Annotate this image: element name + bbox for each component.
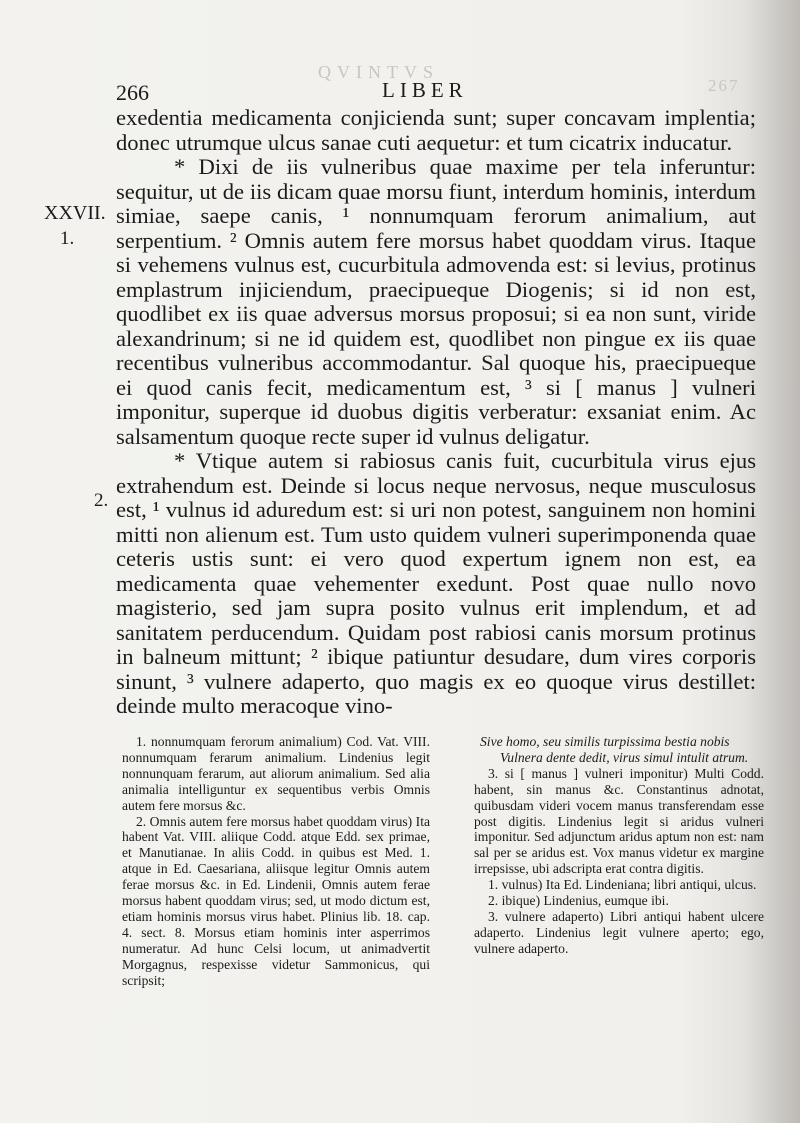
footnote: 3. vulnere adaperto) Libri antiqui habent ulcere adaperto. Lindenius legit vulnere aperto; ego, vulnere adaperto. [474,908,764,956]
section-mark-1: 1. [60,228,75,249]
main-paragraph-2: * Dixi de iis vulneribus quae maxime per tela inferuntur: sequitur, ut de iis dicam quae morsu fiunt, interdum hominis, interdum simiae, saepe canis, ¹ nonnumquam ferorum animalium, aut serpentium. ² Omnis autem fere morsus habet quoddam virus. Itaque si vehemens vulnus est, cucurbitula admovenda est: si levius, protinus emplastrum injiciendum, praecipueque Diogenis; si id non est, quodlibet ex iis quae adversus morsus proposui; si ea non sunt, viride alexandrinum; si ne id quidem est, quodlibet non pingue ex iis quae recentibus vulneribus accommodantur. Sal quoque his, praecipueque ei quod canis fecit, medicamentum est, ³ si [ manus ] vulneri imponitur, superque id duobus digitis verberatur: exsaniat enim. Ac salsamentum quoque recte super id vulnus deligatur. [116,154,756,449]
footnotes-left [122,734,430,989]
footnote: 1. nonnumquam ferorum animalium) Cod. Vat. VIII. nonnumquam ferarum animalium. Lindenius legit nonnunquam ferarum, aut aliorum animalium. Sed alia animalia intelliguntur ex sequentibus verbis Omnis autem fere morsus &c. [122,734,430,813]
section-mark-2: 2. [94,490,109,511]
verse-quote [474,734,764,766]
footnotes-right [474,734,764,957]
footnote: 2. Omnis autem fere morsus habet quoddam virus) Ita habent Vat. VIII. aliique Codd. atque Edd. sex primae, et Manutianae. In aliis Codd. in quibus est Med. 1. atque in Ed. Caesariana, aliisque legitur Omnis autem ferae morsus &c. in Ed. Lindenii, Omnis autem ferae morsus habent quoddam virus; sed, ut modo dictum est, etiam hominis morsus virus habet. Plinius lib. 18. cap. 4. sect. 8. Morsus etiam hominis inter asperrimos numeratur. Ad hunc Celsi locum, ut animadvertit Morgagnus, respexisse videtur Sammonicus, qui scripsit; [122,813,430,988]
footnote: 3. si [ manus ] vulneri imponitur) Multi Codd. habent, sin manus &c. Constantinus adnotat, quibusdam videri vocem manus transferendam esse post digitis. Lindenius legit si aridus vulneri imponitur. Sed adjunctum aridus aptum non est: nam sal per se aridus est. Vox manus videtur ex margine irrepsisse, ubi adscripta erat contra digitis. [474,765,764,877]
footnote: 2. ibique) Lindenius, eumque ibi. [488,893,669,909]
footnote: 1. vulnus) Ita Ed. Lindeniana; libri antiqui, ulcus. [488,877,757,893]
main-paragraph-1: exedentia medicamenta conjicienda sunt; super concavam implentia; donec utrumque ulcus sanae cuti aequetur: et tum cicatrix inducatur. [116,105,756,155]
verse-line: Vulnera dente dedit, virus simul intulit atrum. [500,749,749,765]
running-title: LIBER [382,78,468,102]
main-paragraph-3: * Vtique autem si rabiosus canis fuit, cucurbitula virus ejus extrahendum est. Deinde si locus neque nervosus, neque musculosus est, ¹ vulnus id aduredum est: si uri non potest, sanguinem non homini mitti non alienum est. Tum usto quidem vulneri superimponenda quae ceteris ustis sunt: ei vero quod expertum ignem non est, ea medicamenta quae vehementer exedunt. Post quae nullo novo magisterio, sed jam supra posito vulnus erit implendum, et ad sanitatem perducendum. Quidam post rabiosi canis morsum protinus in balneum mittunt; ² ibique patiuntur desudare, dum vires corporis sinunt, ³ vulnere adaperto, quo magis ex eo quoque virus destillet: deinde multo meracoque vino- [116,448,756,718]
chapter-mark: XXVII. [44,202,106,224]
bleed-through-title: QVINTVS [318,62,439,82]
bleed-through-page-number: 267 [708,76,740,95]
main-text [116,106,756,719]
page-number: 266 [116,80,149,105]
verse-line: Sive homo, seu similis turpissima bestia nobis [480,734,730,749]
